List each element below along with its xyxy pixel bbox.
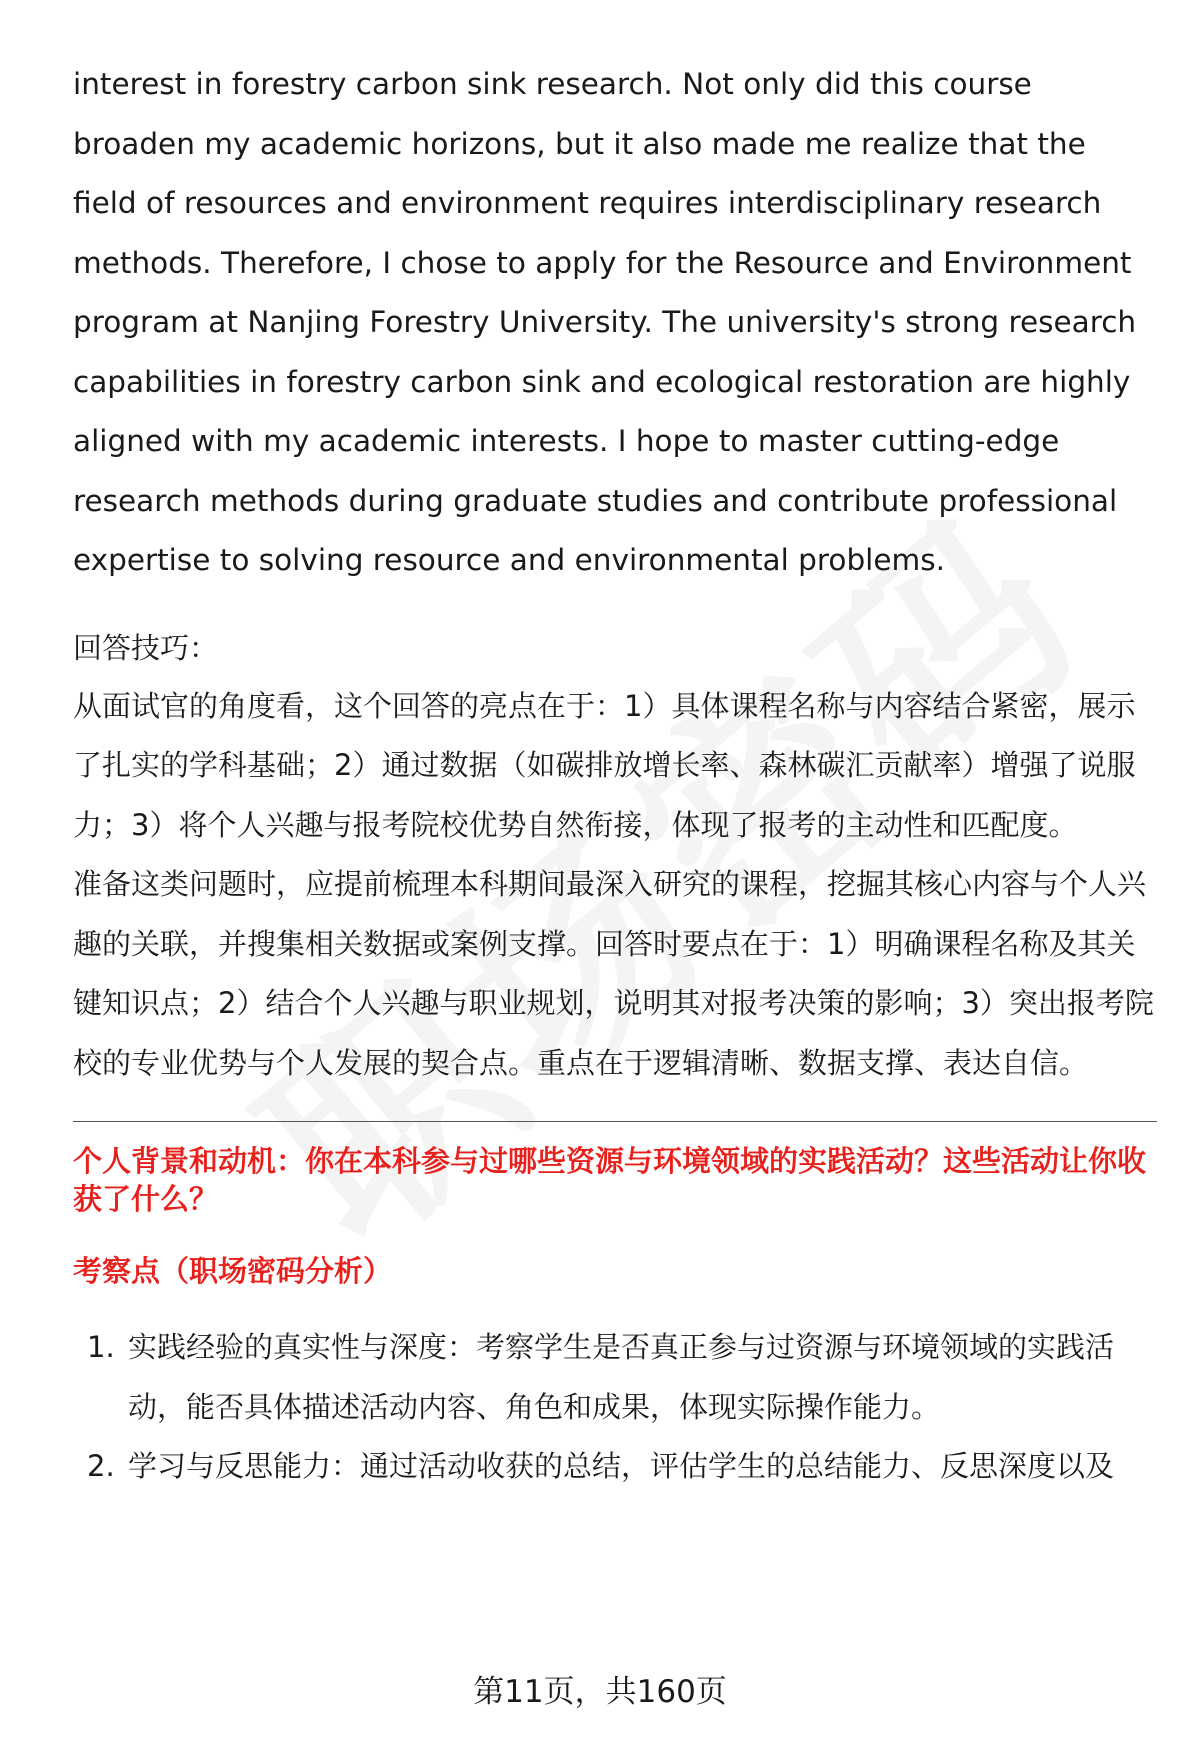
assessment-list — [73, 1318, 1158, 1497]
section-divider — [73, 1121, 1157, 1122]
tips-paragraph-2: 准备这类问题时，应提前梳理本科期间最深入研究的课程，挖掘其核心内容与个人兴趣的关联，并搜集相关数据或案例支撑。回答时要点在于：1）明确课程名称及其关键知识点；2）结合个人兴趣与职业规划，说明其对报考决策的影响；3）突出报考院校的专业优势与个人发展的契合点。重点在于逻辑清晰、数据支撑、表达自信。 — [73, 867, 1154, 1080]
list-item — [73, 1318, 1158, 1437]
list-item — [73, 1437, 1158, 1497]
assessment-title: 考察点（职场密码分析） — [73, 1254, 393, 1288]
tips-paragraph-1: 从面试官的角度看，这个回答的亮点在于：1）具体课程名称与内容结合紧密，展示了扎实的学科基础；2）通过数据（如碳排放增长率、森林碳汇贡献率）增强了说服力；3）将个人兴趣与报考院校优势自然衔接，体现了报考的主动性和匹配度。 — [73, 688, 1136, 842]
list-item-text: 学习与反思能力：通过活动收获的总结，评估学生的总结能力、反思深度以及 — [128, 1449, 1115, 1483]
list-item-text: 实践经验的真实性与深度：考察学生是否真正参与过资源与环境领域的实践活动，能否具体描述活动内容、角色和成果，体现实际操作能力。 — [128, 1330, 1115, 1424]
list-item-number: 1. — [87, 1330, 115, 1364]
list-item-number: 2. — [87, 1449, 115, 1483]
intro-paragraph: interest in forestry carbon sink research. Not only did this course broaden my academic horizons, but it also made me realize that the field of resources and environment requires interdisciplinary research methods. Therefore, I chose to apply for the Resource and Environment program at Nanjing Forestry University. The university's strong research capabilities in forestry carbon sink and ecological restoration are highly aligned with my academic interests. I hope to master cutting-edge research methods during graduate studies and contribute professional expertise to solving resource and environmental problems. — [73, 67, 1137, 577]
page-content — [73, 55, 1158, 1497]
page-number-footer: 第11页，共160页 — [473, 1674, 727, 1710]
tips-title: 回答技巧： — [73, 630, 219, 665]
question-heading: 个人背景和动机：你在本科参与过哪些资源与环境领域的实践活动？这些活动让你收获了什么？ — [73, 1144, 1147, 1216]
